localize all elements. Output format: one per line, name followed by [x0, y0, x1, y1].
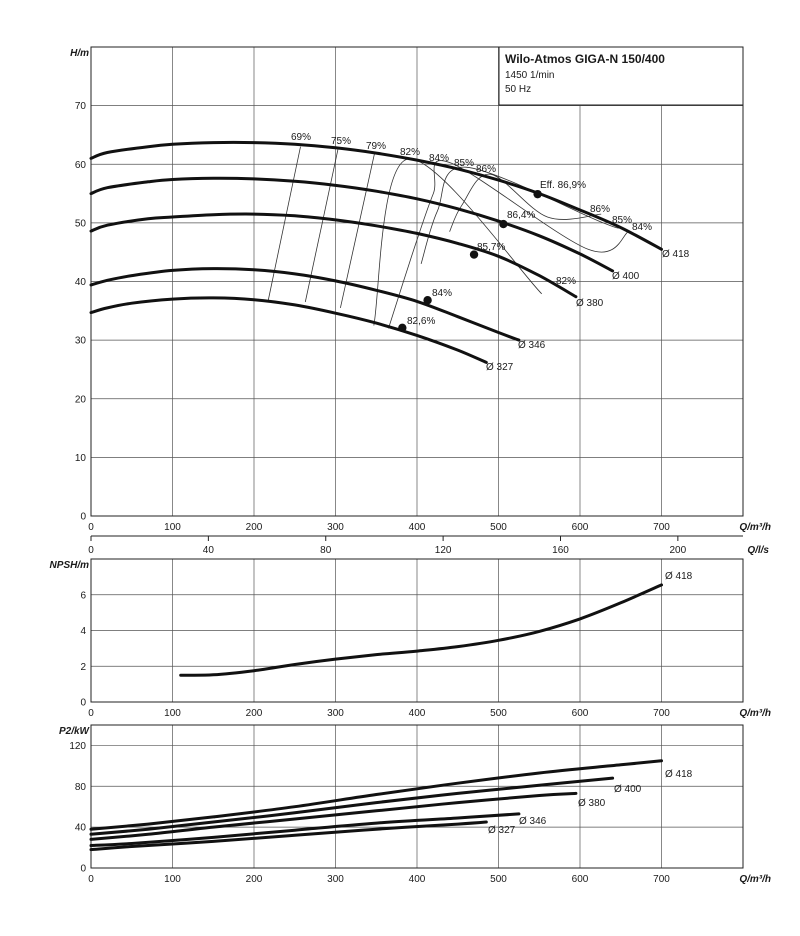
power-xtick-label: 400 — [408, 874, 426, 885]
power-series-label: Ø 346 — [519, 816, 547, 827]
frequency-text: 50 Hz — [505, 84, 532, 95]
head-curve — [91, 142, 662, 249]
head-panel — [70, 47, 771, 556]
bep-dot — [423, 296, 431, 304]
bep-label: 82,6% — [407, 316, 436, 327]
power-panel — [59, 725, 771, 885]
head-curve — [91, 298, 486, 363]
title-box — [499, 47, 743, 105]
npsh-xtick-label: 600 — [571, 708, 589, 719]
impeller-label: Ø 327 — [486, 362, 514, 373]
bep-label: 85,7% — [477, 242, 506, 253]
impeller-label: Ø 418 — [662, 249, 690, 260]
ls-tick-label: 160 — [552, 545, 569, 556]
power-xtick-label: 300 — [327, 874, 344, 885]
head-ytick-label: 30 — [74, 335, 86, 347]
power-xtick-label: 500 — [490, 874, 507, 885]
efficiency-label: 79% — [366, 141, 387, 152]
npsh-xtick-label: 500 — [490, 708, 507, 719]
npsh-xtick-label: 200 — [245, 708, 263, 719]
head-xtick-label: 200 — [245, 522, 263, 533]
efficiency-label: 86% — [590, 204, 611, 215]
bep-label: 86,4% — [507, 210, 536, 221]
power-series-label: Ø 327 — [488, 825, 516, 836]
efficiency-label: 69% — [291, 132, 312, 143]
head-xtick-label: 400 — [408, 522, 426, 533]
npsh-panel — [50, 559, 771, 719]
impeller-label: Ø 400 — [612, 271, 640, 282]
npsh-curve — [181, 585, 662, 675]
power-series-label: Ø 418 — [665, 769, 693, 780]
head-xtick-label: 100 — [164, 522, 181, 533]
npsh-ytick-label: 4 — [80, 626, 86, 637]
ls-tick-label: 120 — [434, 545, 452, 556]
ls-tick-label: 0 — [88, 545, 94, 556]
head-ytick-label: 50 — [74, 218, 86, 230]
power-xtick-label: 100 — [164, 874, 181, 885]
efficiency-label: 86% — [476, 164, 497, 175]
npsh-ytick-label: 2 — [80, 661, 86, 673]
head-ytick-label: 70 — [74, 101, 86, 113]
head-ytick-label: 40 — [74, 277, 86, 288]
head-ytick-label: 10 — [74, 452, 86, 464]
efficiency-label: 85% — [612, 215, 633, 226]
efficiency-label: 84% — [632, 222, 653, 233]
npsh-ytick-label: 0 — [80, 697, 86, 709]
impeller-label: Ø 380 — [576, 298, 604, 309]
speed-text: 1450 1/min — [505, 70, 555, 81]
head-xtick-label: 700 — [653, 522, 670, 533]
bep-dot — [533, 190, 541, 198]
head-xtick-label: 600 — [571, 522, 589, 533]
head-xlabel: Q/m³/h — [739, 522, 771, 533]
power-xtick-label: 0 — [88, 874, 94, 885]
power-series-label: Ø 400 — [614, 784, 642, 795]
power-xlabel: Q/m³/h — [739, 874, 771, 885]
power-curve — [91, 761, 662, 829]
power-ytick-label: 80 — [74, 781, 86, 793]
power-xtick-label: 600 — [571, 874, 589, 885]
efficiency-iso-line — [268, 147, 301, 302]
efficiency-label: 84% — [429, 153, 450, 164]
npsh-xtick-label: 400 — [408, 708, 426, 719]
bep-dot — [499, 220, 507, 228]
ls-axis-label: Q/l/s — [747, 545, 769, 556]
power-curve — [91, 822, 486, 850]
efficiency-label: 85% — [454, 158, 475, 169]
head-ytick-label: 0 — [80, 511, 86, 523]
power-ytick-label: 0 — [80, 863, 86, 875]
power-series-label: Ø 380 — [578, 798, 606, 809]
head-ylabel: H/m — [70, 48, 89, 59]
head-xtick-label: 300 — [327, 522, 344, 533]
power-xtick-label: 700 — [653, 874, 670, 885]
ls-tick-label: 40 — [202, 545, 214, 556]
ls-tick-label: 200 — [669, 545, 687, 556]
head-xtick-label: 0 — [88, 522, 94, 533]
npsh-xtick-label: 0 — [88, 708, 94, 719]
npsh-ylabel: NPSH/m — [49, 560, 89, 571]
power-xtick-label: 200 — [245, 874, 263, 885]
npsh-xlabel: Q/m³/h — [739, 708, 771, 719]
head-xtick-label: 500 — [490, 522, 507, 533]
impeller-label: Ø 346 — [518, 340, 546, 351]
title-text: Wilo-Atmos GIGA-N 150/400 — [505, 52, 665, 66]
power-ytick-label: 120 — [69, 740, 86, 752]
head-ytick-label: 60 — [74, 159, 86, 171]
ls-tick-label: 80 — [320, 545, 332, 556]
npsh-series-label: Ø 418 — [665, 571, 693, 582]
efficiency-label: 82% — [556, 276, 577, 287]
power-ytick-label: 40 — [74, 822, 86, 834]
efficiency-label: 84% — [432, 288, 453, 299]
head-curve — [91, 269, 519, 341]
npsh-xtick-label: 700 — [653, 708, 670, 719]
npsh-ytick-label: 6 — [80, 590, 86, 602]
head-ytick-label: 20 — [74, 394, 86, 406]
efficiency-label: 82% — [400, 147, 421, 158]
npsh-xtick-label: 100 — [164, 708, 181, 719]
npsh-xtick-label: 300 — [327, 708, 344, 719]
efficiency-label: 75% — [331, 136, 352, 147]
power-ylabel: P2/kW — [58, 726, 89, 737]
bep-dot — [398, 324, 406, 332]
bep-label: Eff. 86,9% — [540, 180, 586, 191]
